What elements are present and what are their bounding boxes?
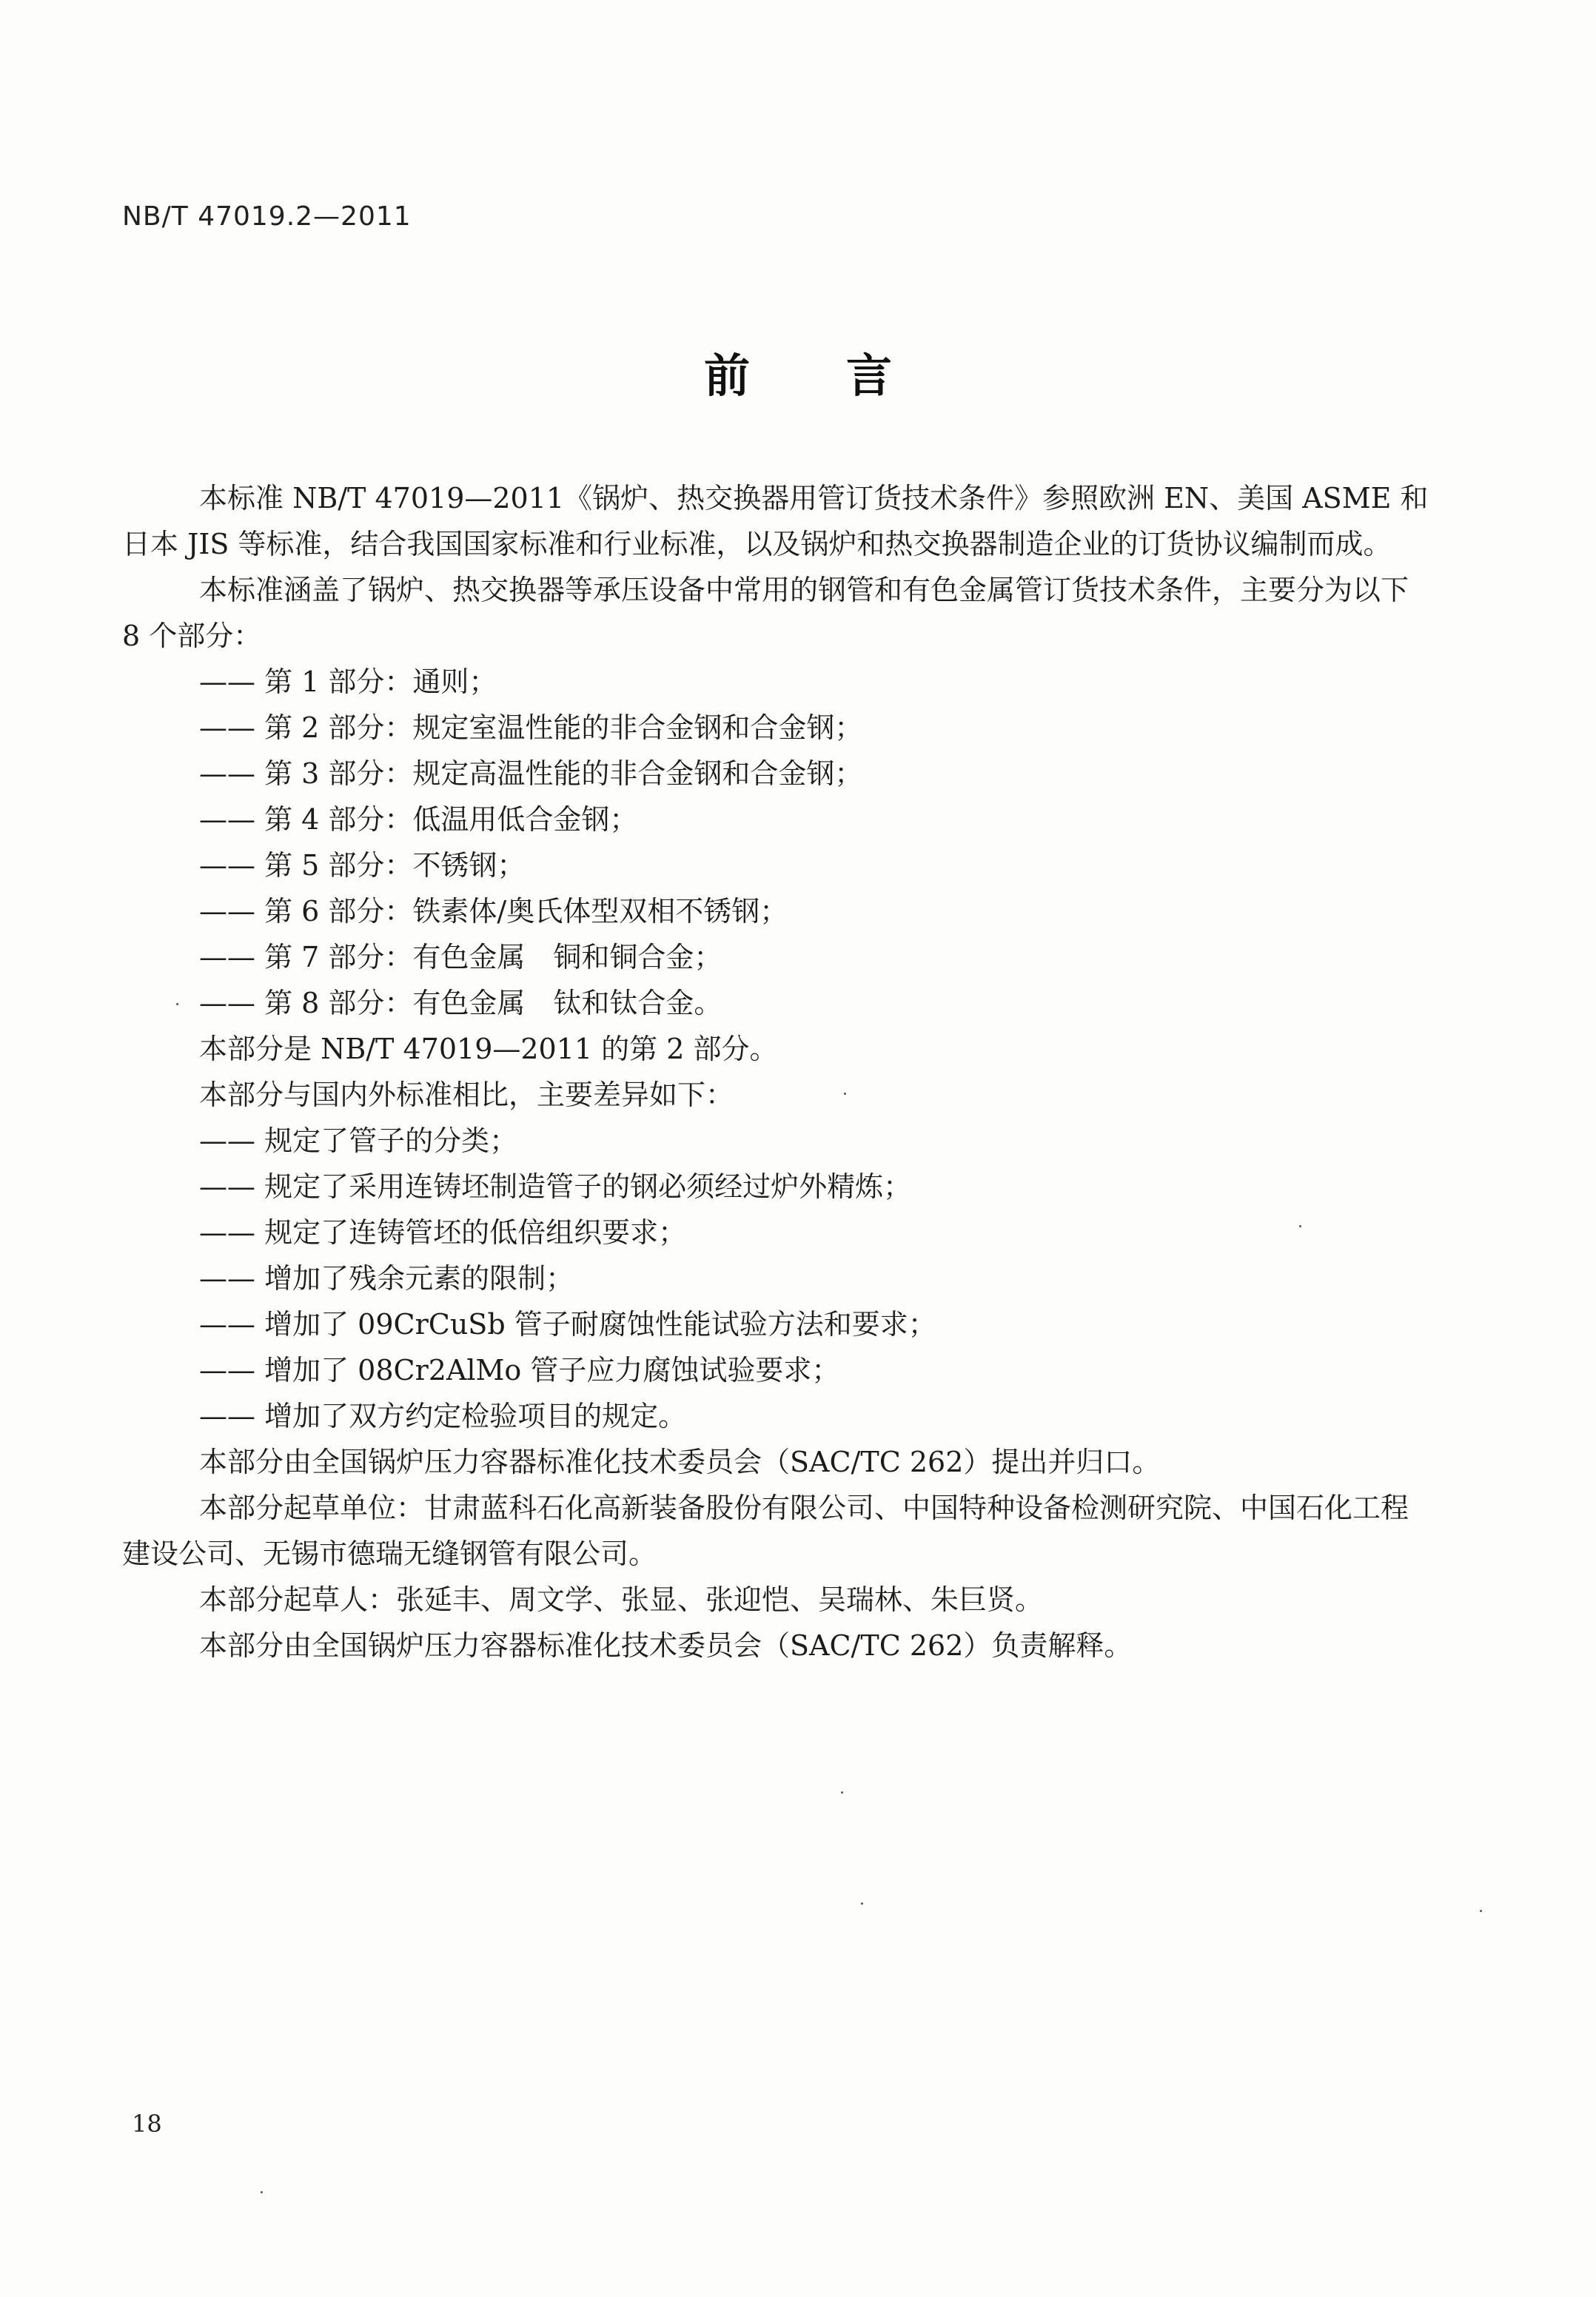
scan-speck xyxy=(1480,1910,1482,1912)
part-statement: 本部分是 NB/T 47019—2011 的第 2 部分。 xyxy=(199,1033,778,1065)
list-item: —— 规定了连铸管坯的低倍组织要求； xyxy=(199,1216,687,1249)
list-item: —— 第 1 部分：通则； xyxy=(199,665,497,698)
scan-speck xyxy=(176,1003,178,1005)
parts-list xyxy=(122,659,1432,1026)
closing-paragraph: 本部分起草人：张延丰、周文学、张显、张迎恺、吴瑞林、朱巨贤。 xyxy=(199,1583,1044,1616)
list-item: —— 第 6 部分：铁素体/奥氏体型双相不锈钢； xyxy=(199,895,788,928)
differences-list xyxy=(122,1118,1432,1439)
scan-speck xyxy=(1299,1225,1301,1227)
intro-paragraph: 本标准 NB/T 47019—2011《锅炉、热交换器用管订货技术条件》参照欧洲 EN、美国 ASME 和日本 JIS 等标准，结合我国国家标准和行业标准，以及锅炉和热交换器制造企业的订货协议编制而成。 xyxy=(122,482,1429,560)
closing-paragraph: 本部分由全国锅炉压力容器标准化技术委员会（SAC/TC 262）提出并归口。 xyxy=(199,1446,1161,1478)
list-item: —— 规定了采用连铸坯制造管子的钢必须经过炉外精炼； xyxy=(199,1170,912,1203)
page-number: 18 xyxy=(132,2110,162,2138)
scan-speck xyxy=(844,1093,846,1095)
list-item: —— 增加了双方约定检验项目的规定。 xyxy=(199,1400,687,1432)
closing-paragraph: 本部分由全国锅炉压力容器标准化技术委员会（SAC/TC 262）负责解释。 xyxy=(199,1629,1133,1662)
list-item: —— 规定了管子的分类； xyxy=(199,1124,518,1157)
standard-code: NB/T 47019.2—2011 xyxy=(122,201,412,232)
intro-paragraph: 本标准涵盖了锅炉、热交换器等承压设备中常用的钢管和有色金属管订货技术条件，主要分为以下 8 个部分： xyxy=(122,574,1409,652)
list-item: —— 第 2 部分：规定室温性能的非合金钢和合金钢； xyxy=(199,711,863,744)
list-item: —— 第 8 部分：有色金属 钛和钛合金。 xyxy=(199,987,722,1019)
list-item: —— 增加了 08Cr2AlMo 管子应力腐蚀试验要求； xyxy=(199,1354,840,1386)
list-item: —— 增加了 09CrCuSb 管子耐腐蚀性能试验方法和要求； xyxy=(199,1308,936,1341)
scan-speck xyxy=(261,2191,263,2193)
differences-intro: 本部分与国内外标准相比，主要差异如下： xyxy=(199,1079,734,1111)
list-item: —— 第 3 部分：规定高温性能的非合金钢和合金钢； xyxy=(199,757,863,790)
foreword-body xyxy=(122,475,1432,1669)
list-item: —— 第 5 部分：不锈钢； xyxy=(199,849,526,882)
list-item: —— 增加了残余元素的限制； xyxy=(199,1262,574,1295)
list-item: —— 第 7 部分：有色金属 铜和铜合金； xyxy=(199,941,722,973)
scan-speck xyxy=(841,1791,843,1794)
page-title: 前言 xyxy=(703,349,988,403)
scan-speck xyxy=(861,1902,863,1905)
list-item: —— 第 4 部分：低温用低合金钢； xyxy=(199,803,638,836)
closing-paragraph: 本部分起草单位：甘肃蓝科石化高新装备股份有限公司、中国特种设备检测研究院、中国石化工程建设公司、无锡市德瑞无缝钢管有限公司。 xyxy=(122,1492,1409,1570)
